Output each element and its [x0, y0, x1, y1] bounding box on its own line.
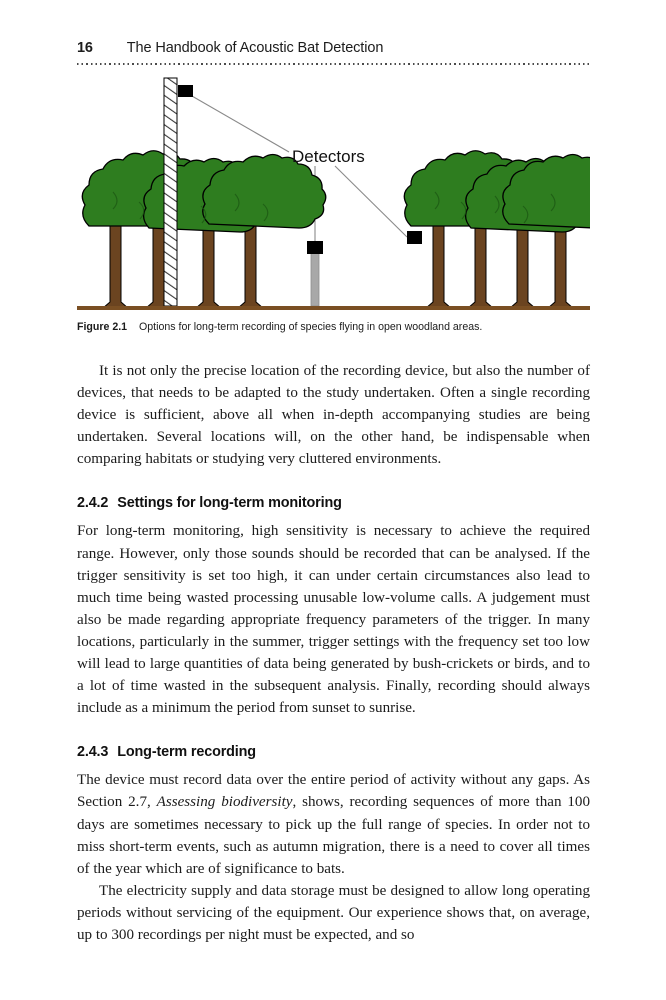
section-reference-title: Assessing biodiversity [156, 794, 293, 811]
paragraph-3-part1: The device must record data over the entire period of activity without any gaps. As Section 2.7, [77, 772, 590, 811]
hatched-mast [164, 78, 177, 306]
detectors-label: Detectors [292, 147, 365, 166]
figure-illustration [77, 74, 590, 314]
header-divider [77, 63, 590, 65]
center-pole [311, 250, 319, 306]
ground-line [77, 306, 590, 310]
body-text [77, 360, 590, 946]
paragraph-4: The electricity supply and data storage must be designed to allow long operating periods without servicing of the equipment. Our experience shows that, on average, up to 300 recordings per night must be expected, and so [77, 882, 590, 943]
figure-caption [77, 320, 590, 334]
figure-caption-text: Options for long-term recording of species flying in open woodland areas. [139, 321, 483, 333]
detector-tree [407, 231, 422, 244]
tree-group-left [82, 151, 325, 308]
heading-2-4-3 [77, 744, 590, 760]
heading-number-2-4-2: 2.4.2 [77, 495, 109, 512]
heading-number-2-4-3: 2.4.3 [77, 744, 109, 761]
tree-group-right [404, 151, 590, 308]
heading-title-2-4-3: Long-term recording [117, 744, 256, 761]
heading-title-2-4-2: Settings for long-term monitoring [117, 495, 342, 512]
figure-number: Figure 2.1 [77, 321, 128, 333]
book-title: The Handbook of Acoustic Bat Detection [126, 40, 384, 56]
detector-pole [307, 241, 323, 254]
running-head [77, 40, 590, 56]
paragraph-3 [77, 769, 590, 879]
detector-mast [178, 85, 193, 97]
paragraph-1: It is not only the precise location of the recording device, but also the number of devices, that needs to be adapted to the study undertaken. Often a single recording device is sufficient, above all when in-depth accompanying studies are being undertaken. Several locations will, on the other hand, be indispensable when comparing habitats or studying very cluttered environments. [77, 363, 590, 468]
heading-2-4-2 [77, 495, 590, 511]
paragraph-2: For long-term monitoring, high sensitivity is necessary to achieve the required range. However, only those sounds should be recorded that can be analysed. If the trigger sensitivity is set too high, it can under certain circumstances also lead to much time being wasted processing unusable low-volume calls. A judgement must also be made regarding appropriate frequency parameters of the trigger. In many locations, particularly in the summer, trigger settings with the frequency set too low will lead to large quantities of data being generated by bush-crickets or birds, and to a lot of time wasted in the subsequent analysis. Finally, recording should always include as a minimum the period from sunset to sunrise. [77, 523, 590, 717]
page-number: 16 [77, 40, 93, 56]
paragraph-3-part2: , shows, recording sequences of more than 100 days are sometimes necessary to pick up the full range of species. In order not to miss short-term events, such as autumn migration, there is a need to cover all times of the year which are of significance to bats. [77, 794, 590, 877]
